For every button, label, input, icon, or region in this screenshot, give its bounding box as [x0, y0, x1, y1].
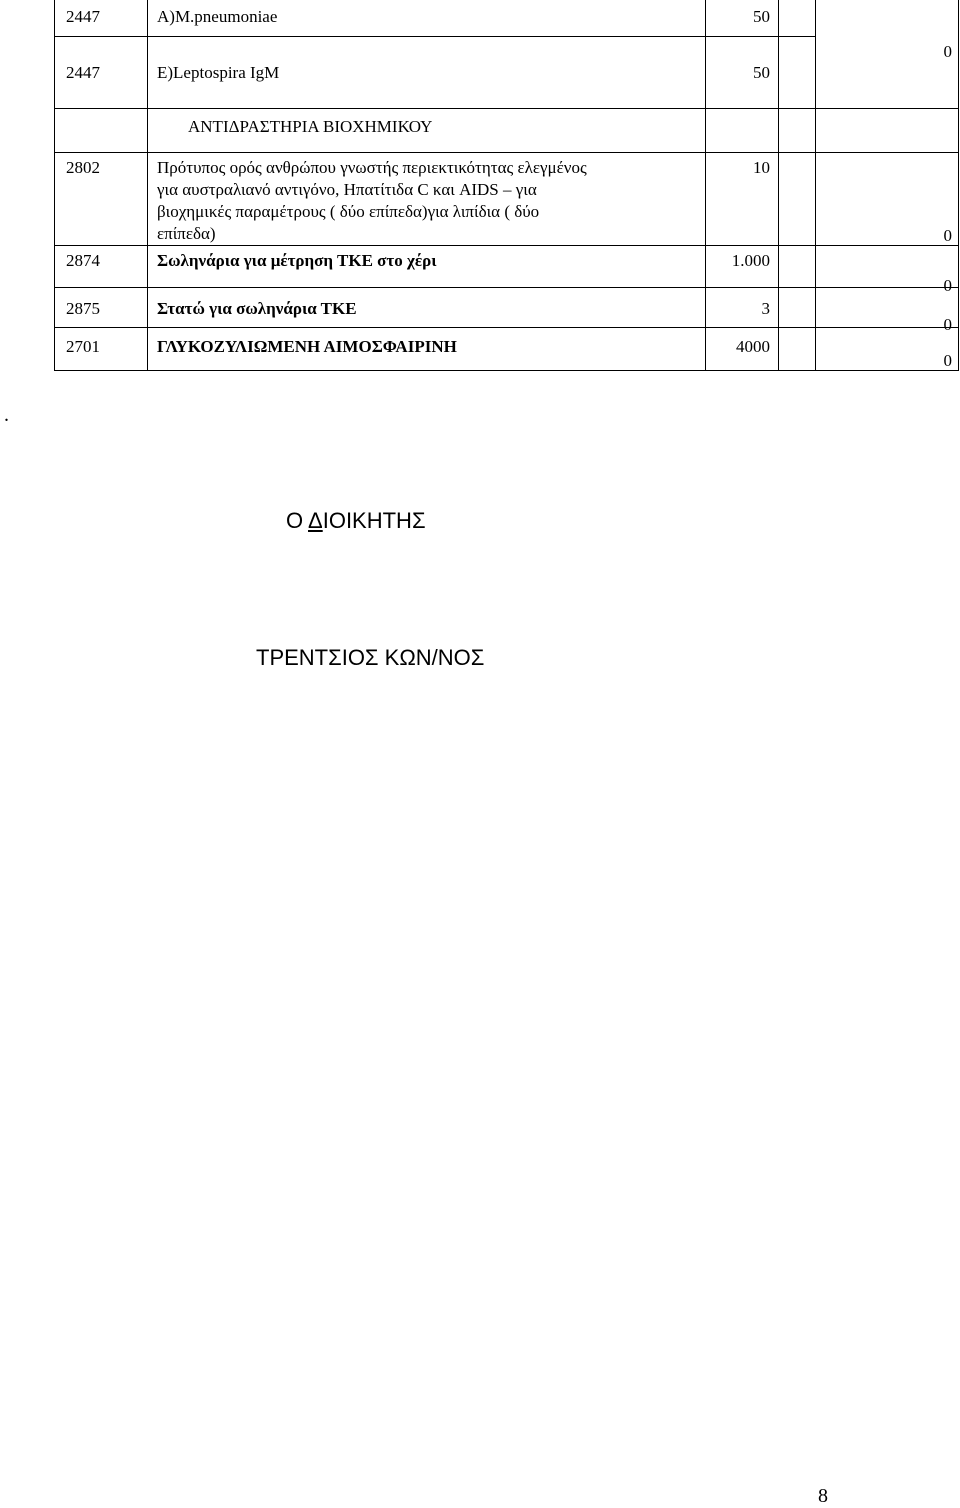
signer-title-underlined-letter: Δ [308, 508, 323, 533]
table-row-description: E)Leptospira IgM [157, 63, 280, 82]
signer-title [286, 508, 426, 534]
table-border-right [958, 0, 959, 371]
column-divider-desc [705, 0, 706, 371]
table-row-zero-value: 0 [943, 276, 952, 295]
table-row-description-line: Πρότυπος ορός ανθρώπου γνωστής περιεκτικότητας ελεγμένος [157, 158, 587, 177]
table-border-bottom [54, 370, 959, 371]
table-row-code: 2447 [66, 7, 100, 26]
table-row-description: A)M.pneumoniae [157, 7, 278, 26]
column-divider-a [815, 0, 816, 371]
signer-title-prefix: Ο [286, 508, 309, 533]
table-row-description: Σωληνάρια για μέτρηση ΤΚΕ στο χέρι [157, 251, 437, 270]
table-row-quantity: 50 [753, 63, 770, 82]
page-number: 8 [818, 1485, 828, 1507]
table-row-code: 2447 [66, 63, 100, 82]
table-row-code: 2802 [66, 158, 100, 177]
table-row-description: Στατώ για σωληνάρια ΤΚΕ [157, 299, 357, 318]
stray-period: . [4, 404, 9, 426]
table-row-quantity: 1.000 [731, 251, 770, 270]
row-divider [54, 287, 959, 288]
row-divider [54, 108, 959, 109]
table-row-description-line: επίπεδα) [157, 224, 216, 243]
section-heading: ΑΝΤΙΔΡΑΣΤΗΡΙΑ ΒΙΟΧΗΜΙΚΟΥ [188, 117, 433, 136]
table-row-quantity: 4000 [736, 337, 770, 356]
table-row-code: 2874 [66, 251, 100, 270]
row-divider [54, 245, 959, 246]
table-row-quantity: 10 [753, 158, 770, 177]
table-border-left [54, 0, 55, 371]
signer-title-rest: ΙΟΙΚΗΤΗΣ [322, 508, 426, 533]
table-row-quantity: 3 [761, 299, 770, 318]
table-row-zero-value: 0 [943, 315, 952, 334]
row-divider [54, 36, 815, 37]
table-row-zero-value: 0 [943, 42, 952, 61]
table-row-code: 2701 [66, 337, 100, 356]
table-row-code: 2875 [66, 299, 100, 318]
row-divider [54, 327, 959, 328]
column-divider-code [147, 0, 148, 371]
table-row-zero-value: 0 [943, 351, 952, 370]
table-row-description: ΓΛΥΚΟΖΥΛΙΩΜΕΝΗ ΑΙΜΟΣΦΑΙΡΙΝΗ [157, 337, 457, 356]
table-row-zero-value: 0 [943, 226, 952, 245]
column-divider-qty [778, 0, 779, 371]
row-divider [54, 152, 959, 153]
table-row-description-line: για αυστραλιανό αντιγόνο, Ηπατίτιδα C και AIDS – για [157, 180, 537, 199]
table-row-description-line: βιοχημικές παραμέτρους ( δύο επίπεδα)για λιπίδια ( δύο [157, 202, 540, 221]
table-row-quantity: 50 [753, 7, 770, 26]
signer-name: ΤΡΕΝΤΣΙΟΣ ΚΩΝ/ΝΟΣ [256, 645, 485, 670]
